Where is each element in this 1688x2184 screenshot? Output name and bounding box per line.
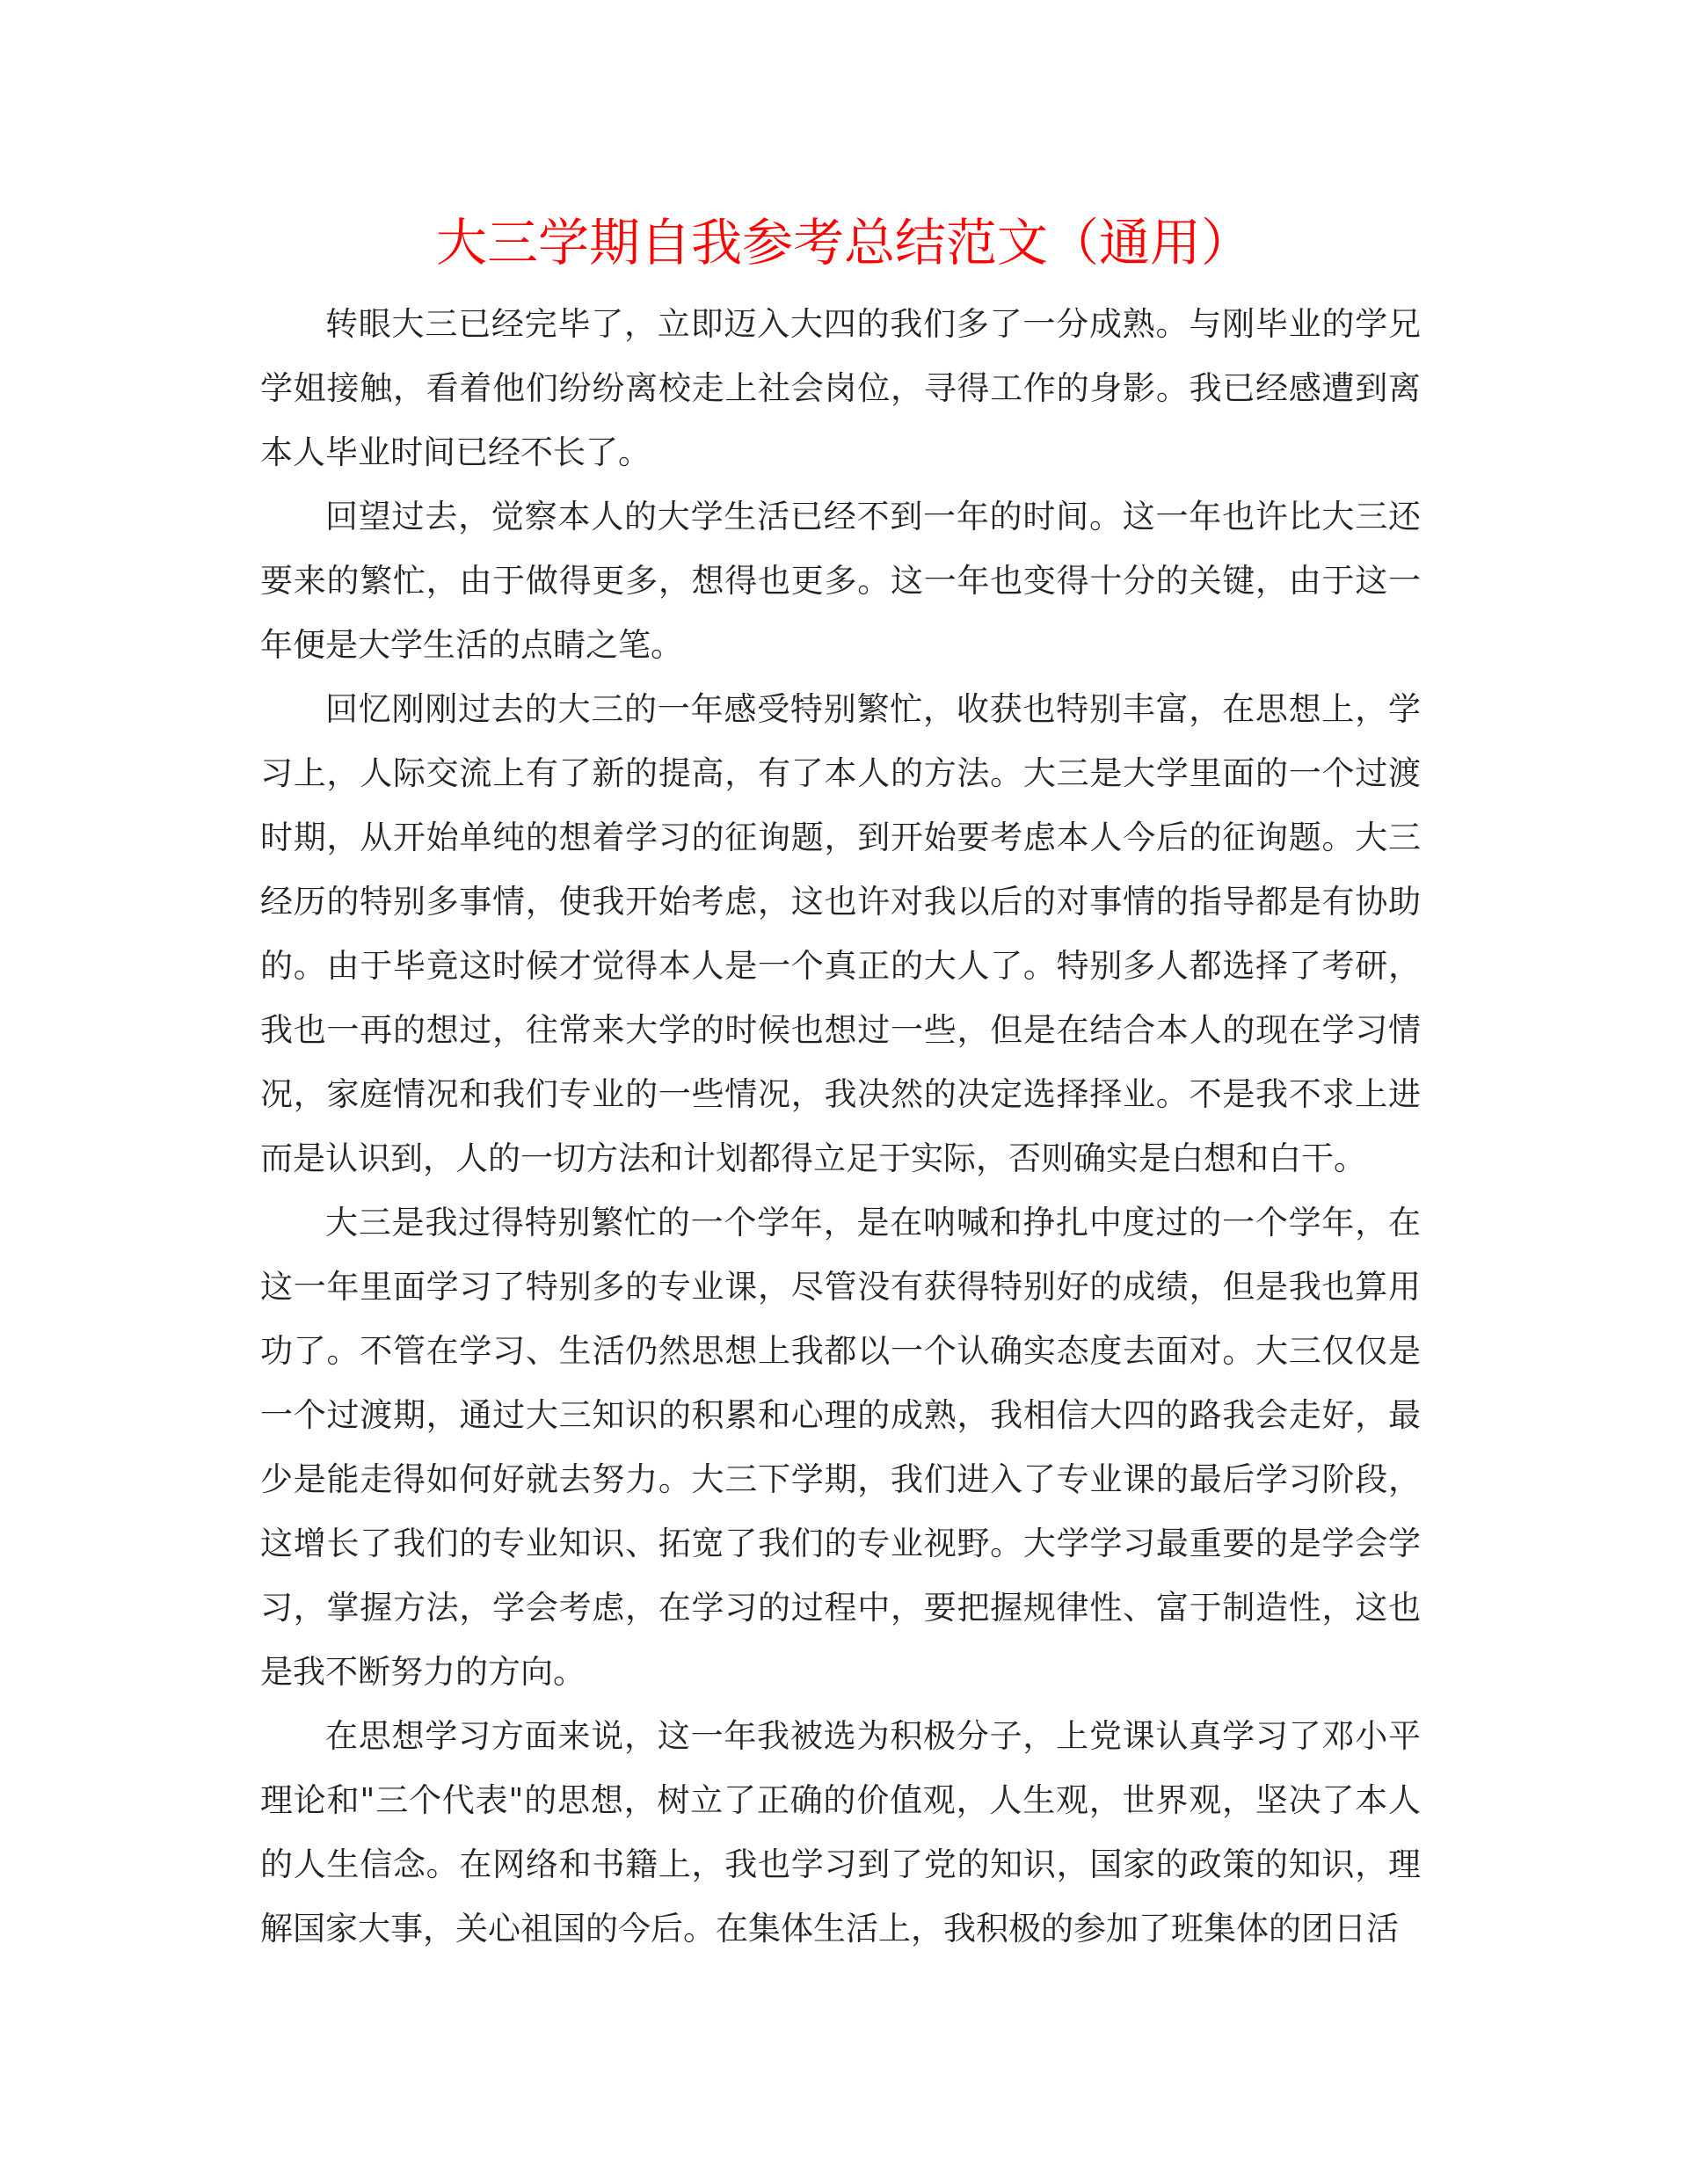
paragraph: 转眼大三已经完毕了，立即迈入大四的我们多了一分成熟。与刚毕业的学兄学姐接触，看着他们纷纷离校走上社会岗位，寻得工作的身影。我已经感遭到离本人毕业时间已经不长了。 — [260, 305, 1421, 471]
paragraph: 大三是我过得特别繁忙的一个学年，是在呐喊和挣扎中度过的一个学年，在这一年里面学习了特别多的专业课，尽管没有获得特别好的成绩，但是我也算用功了。不管在学习、生活仍然思想上我都以一个认确实态度去面对。大三仅仅是一个过渡期，通过大三知识的积累和心理的成熟，我相信大四的路我会走好，最少是能走得如何好就去努力。大三下学期，我们进入了专业课的最后学习阶段，这增长了我们的专业知识、拓宽了我们的专业视野。大学学习最重要的是学会学习，掌握方法，学会考虑，在学习的过程中，要把握规律性、富于制造性，这也是我不断努力的方向。 — [260, 1204, 1421, 1691]
paragraph: 回忆刚刚过去的大三的一年感受特别繁忙，收获也特别丰富，在思想上，学习上，人际交流上有了新的提高，有了本人的方法。大三是大学里面的一个过渡时期，从开始单纯的想着学习的征询题，到开始要考虑本人今后的征询题。大三经历的特别多事情，使我开始考虑，这也许对我以后的对事情的指导都是有协助的。由于毕竟这时候才觉得本人是一个真正的大人了。特别多人都选择了考研，我也一再的想过，往常来大学的时候也想过一些，但是在结合本人的现在学习情况，家庭情况和我们专业的一些情况，我决然的决定选择择业。不是我不求上进而是认识到，人的一切方法和计划都得立足于实际，否则确实是白想和白干。 — [260, 690, 1421, 1177]
document-title: 大三学期自我参考总结范文（通用） — [435, 213, 1252, 273]
paragraph: 回望过去，觉察本人的大学生活已经不到一年的时间。这一年也许比大三还要来的繁忙，由于做得更多，想得也更多。这一年也变得十分的关键，由于这一年便是大学生活的点睛之笔。 — [260, 498, 1421, 664]
paragraph: 在思想学习方面来说，这一年我被选为积极分子，上党课认真学习了邓小平理论和"三个代表"的思想，树立了正确的价值观，人生观，世界观，坚决了本人的人生信念。在网络和书籍上，我也学习到了党的知识，国家的政策的知识，理解国家大事，关心祖国的今后。在集体生活上，我积极的参加了班集体的团日活 — [260, 1717, 1421, 1947]
document-body — [260, 292, 1421, 1961]
